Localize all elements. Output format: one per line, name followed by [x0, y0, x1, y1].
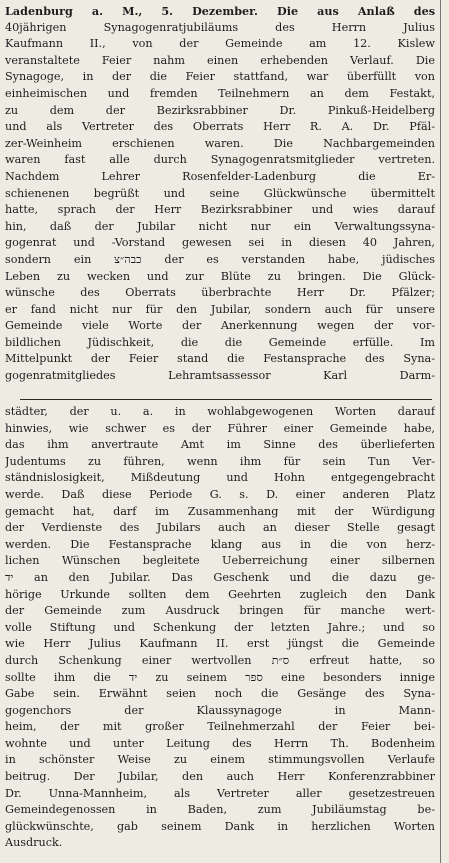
article-line: werden. Die Festansprache klang aus in die von herz- — [5, 537, 435, 551]
article-line: zu dem der Bezirksrabbiner Dr. Pinkuß-Heidelberg — [5, 103, 435, 117]
article-line: Ladenburg a. M., 5. Dezember. Die aus Anlaß des — [5, 4, 435, 18]
article-line: heim, der mit großer Teilnehmerzahl der Feier bei- — [5, 720, 435, 734]
article-line: hatte, sprach der Herr Bezirksrabbiner und wies darauf — [5, 203, 435, 217]
article-line: Gemeinde viele Worte der Anerkennung wegen der vor- — [5, 319, 435, 333]
article-line: der Verdienste des Jubilars auch an dieser Stelle gesagt — [5, 521, 435, 535]
article-line: glückwünschte, gab seinem Dank in herzlichen Worten — [5, 819, 435, 833]
article-line: waren fast alle durch Synagogenratsmitglieder vertreten. — [5, 153, 435, 167]
article-line: gemacht hat, darf im Zusammenhang mit der Würdigung — [5, 504, 435, 518]
article-line: Gemeindegenossen in Baden, zum Jubiläumstag be- — [5, 803, 435, 817]
article-line: schienenen begrüßt und seine Glückwünsche übermittelt — [5, 186, 435, 200]
article-line: in schönster Weise zu einem stimmungsvollen Verlaufe — [5, 753, 435, 767]
article-line: Judentums zu führen, wenn ihm für sein Tun Ver- — [5, 454, 435, 468]
section-divider — [20, 399, 432, 400]
article-line: wie Herr Julius Kaufmann II. erst jüngst die Gemeinde — [5, 637, 435, 651]
article-line: städter, der u. a. in wohlabgewogenen Worten darauf — [5, 405, 435, 418]
article-line: durch Schenkung einer wertvollen ס״ת erfreut hatte, so — [5, 653, 435, 667]
article-line: der Gemeinde zum Ausdruck bringen für manche wert- — [5, 604, 435, 618]
article-line: werde. Daß diese Periode G. s. D. einer anderen Platz — [5, 487, 435, 501]
article-bottom-block — [5, 404, 435, 852]
article-line: veranstaltete Feier nahm einen erhebenden Verlauf. Die — [5, 53, 435, 67]
article-line: Leben zu wecken und zur Blüte zu bringen. Die Glück- — [5, 269, 435, 283]
article-line: und als Vertreter des Oberrats Herr R. A. Dr. Pfäl- — [5, 120, 435, 134]
article-line: er fand nicht nur für den Jubilar, sondern auch für unsere — [5, 302, 435, 316]
article-line: hin, daß der Jubilar nicht nur ein Verwaltungssyna- — [5, 219, 435, 233]
article-line: lichen Wünschen begleitete Ueberreichung einer silbernen — [5, 554, 435, 568]
article-line: Kaufmann II., von der Gemeinde am 12. Kislew — [5, 37, 435, 51]
article-line: beitrug. Der Jubilar, den auch Herr Konferenzrabbiner — [5, 770, 435, 784]
article-line: hinwies, wie schwer es der Führer einer Gemeinde habe, — [5, 421, 435, 435]
article-line: wohnte und unter Leitung des Herrn Th. Bodenheim — [5, 736, 435, 750]
article-top-block — [5, 3, 435, 385]
column-rule — [440, 0, 441, 863]
article-line: sondern ein כבה״צ der es verstanden habe, jüdisches — [5, 252, 435, 266]
article-line: sollte ihm die יד zu seinem ספר eine besonders innige — [5, 670, 435, 684]
article-line: Dr. Unna-Mannheim, als Vertreter aller gesetzestreuen — [5, 786, 435, 800]
article-line: Mittelpunkt der Feier stand die Festansprache des Syna- — [5, 352, 435, 366]
article-line: wünsche des Oberrats überbrachte Herr Dr. Pfälzer; — [5, 286, 435, 300]
article-line: bildlichen Jüdischkeit, die die Gemeinde erfülle. Im — [5, 335, 435, 349]
article-line: ständnislosigkeit, Mißdeutung und Hohn entgegengebracht — [5, 471, 435, 485]
article-line: gogenrat und -Vorstand gewesen sei in diesen 40 Jahren, — [5, 236, 435, 250]
article-line: das ihm anvertraute Amt im Sinne des überlieferten — [5, 438, 435, 452]
article-line: hörige Urkunde sollten dem Geehrten zugleich den Dank — [5, 587, 435, 601]
article-line: Nachdem Lehrer Rosenfelder-Ladenburg die Er- — [5, 169, 435, 183]
article-line: gogenratmitgliedes Lehramtsassessor Karl Darm- — [5, 369, 435, 383]
cut-off-next-article — [22, 853, 222, 863]
article-line: יד an den Jubilar. Das Geschenk und die dazu ge- — [5, 570, 435, 584]
article-line: 40jährigen Synagogenratjubiläums des Herrn Julius — [5, 20, 435, 34]
article-line: Synagoge, in der die Feier stattfand, war überfüllt von — [5, 70, 435, 84]
article-line: einheimischen und fremden Teilnehmern an dem Festakt, — [5, 86, 435, 100]
article-line: Gabe sein. Erwähnt seien noch die Gesänge des Syna- — [5, 687, 435, 701]
article-line: volle Stiftung und Schenkung der letzten Jahre.; und so — [5, 620, 435, 634]
article-line: Ausdruck. — [5, 836, 63, 850]
article-line: zer-Weinheim erschienen waren. Die Nachbargemeinden — [5, 136, 435, 150]
article-line: gogenchors der Klaussynagoge in Mann- — [5, 703, 435, 717]
